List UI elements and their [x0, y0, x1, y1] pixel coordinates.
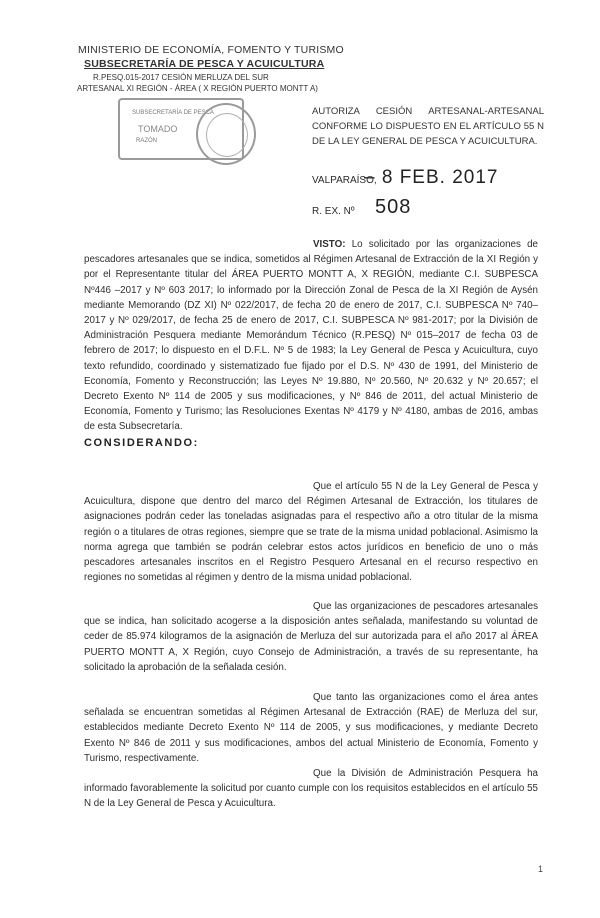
- visto-text: Lo solicitado por las organizaciones de pescadores artesanales que se indica, sometidos al Régimen Artesanal de Extracción de la XI Región y por el Representante titular del ÁREA PUERTO MONTT A, X REGIÓN, mediante C.I. SUBPESCA Nº446 –2017 y Nº 603 2017; lo informado por la Dirección Zonal de Pesca de la XI Región de Aysén mediante Memorando (DZ XI) Nº 022/2017, de fecha 20 de enero de 2017, C.I. SUBPESCA Nº 740–2017 y Nº 029/2017, de fecha 25 de enero de 2017, C.I. SUBPESCA Nº 981-2017; por la División de Administración Pesquera mediante Memorándum Técnico (R.PESQ) Nº 015–2017 de fecha 03 de febrero de 2017; lo dispuesto en el D.F.L. Nº 5 de 1983; la Ley General de Pesca y Acuicultura, cuyo texto refundido, coordinado y sistematizado fue fijado por el D.S. Nº 430 de 1991, del Ministerio de Economía, Fomento y Reconstrucción; las Leyes Nº 19.880, Nº 20.560, Nº 20.632 y Nº 20.657; el Decreto Exento Nº 114 de 2005 y sus modificaciones, y Nº 846 de 2011, del actual Ministerio de Economía, Fomento y Turismo; las Resoluciones Exentas Nº 4179 y Nº 4180, ambas de 2016, ambas de esta Subsecretaría.: [84, 239, 538, 433]
- stamp-line-3: RAZÓN: [136, 138, 157, 144]
- visto-label: VISTO:: [313, 239, 346, 250]
- considerando-paragraph: Que las organizaciones de pescadores artesanales que se indica, han solicitado acogerse a la disposición antes señalada, manifestando su voluntad de ceder de 85.974 kilogramos de la asignación de Merluza del sur autorizada para el año 2017 al ÁREA PUERTO MONTT A, X Región, cuyo Consejo de Administración, a través de su representante, ha solicitado la aprobación de la señalada cesión.: [84, 601, 538, 673]
- considerando-heading: CONSIDERANDO:: [84, 437, 199, 449]
- stamp-line-2: TOMADO: [138, 124, 178, 134]
- resolution-subject: AUTORIZA CESIÓN ARTESANAL-ARTESANAL CONFORME LO DISPUESTO EN EL ARTÍCULO 55 N DE LA LEY GENERAL DE PESCA Y ACUICULTURA.: [312, 106, 544, 147]
- resolution-date: – 8 FEB. 2017: [364, 167, 499, 188]
- ministry-heading: MINISTERIO DE ECONOMÍA, FOMENTO Y TURISMO: [78, 44, 344, 56]
- reference-line-2: ARTESANAL XI REGIÓN - ÁREA ( X REGIÓN PUERTO MONTT A): [77, 84, 318, 93]
- resolution-number: 508: [375, 196, 412, 218]
- considerando-paragraph: Que tanto las organizaciones como el área antes señalada se encuentran sometidas al Régimen Artesanal de Extracción (RAE) de Merluza del sur, establecidos mediante Decreto Exento Nº 114 de 2005, y sus modificaciones, y mediante Decreto Exento Nº 846 de 2011 y sus modificaciones, ambos del actual Ministerio de Economía, Fomento y Turismo, respectivamente.: [84, 692, 538, 764]
- reference-line-1: R.PESQ.015-2017 CESIÓN MERLUZA DEL SUR: [93, 73, 269, 82]
- official-seal: [196, 103, 256, 165]
- visto-paragraph: [84, 237, 538, 435]
- considerando-paragraph: Que la División de Administración Pesquera ha informado favorablemente la solicitud por cuanto cumple con los requisitos establecidos en el artículo 55 N de la Ley General de Pesca y Acuicultura.: [84, 768, 538, 810]
- place-label: VALPARAÍSO,: [312, 175, 377, 186]
- considerando-paragraph: Que el artículo 55 N de la Ley General de Pesca y Acuicultura, dispone que dentro del marco del Régimen Artesanal de Extracción, los titulares de asignaciones podrán ceder las toneladas asignadas para el respectivo año a otro titular de la misma región o a titulares de otras regiones, siempre que se trate de la misma unidad poblacional. Asimismo la norma agrega que también se podrán celebrar estos actos jurídicos en beneficio de uno o más pescadores artesanales inscritos en el Registro Pesquero Artesanal en el recurso respectivo en regiones no sometidas al régimen y dentro de la misma unidad poblacional.: [84, 481, 538, 584]
- subsecretaria-heading: SUBSECRETARÍA DE PESCA Y ACUICULTURA: [84, 58, 325, 70]
- stamp-line-1: SUBSECRETARÍA DE PESCA: [132, 110, 214, 116]
- page-number: 1: [538, 864, 544, 874]
- seal-inner-ring: [206, 113, 248, 157]
- resolution-number-label: R. EX. Nº: [312, 206, 355, 217]
